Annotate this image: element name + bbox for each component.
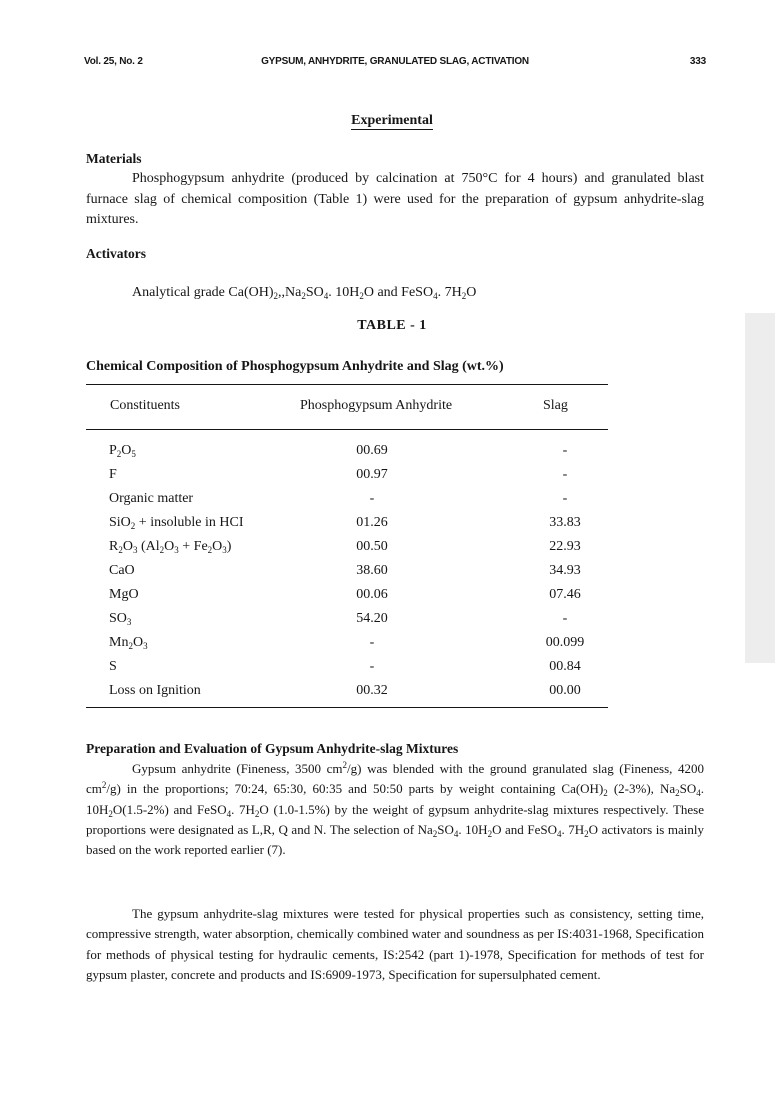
volume-issue: Vol. 25, No. 2 [84, 56, 143, 67]
slag-value: 33.83 [549, 515, 581, 530]
table-caption: Chemical Composition of Phosphogypsum Anhydrite and Slag (wt.%) [86, 359, 504, 374]
materials-heading: Materials [86, 151, 142, 166]
materials-paragraph: Phosphogypsum anhydrite (produced by calcination at 750°C for 4 hours) and granulated blast furnace slag of chemical composition (Table 1) were used for the preparation of gypsum anhydrite-slag mixtures. [86, 171, 704, 227]
phosphogypsum-value: - [369, 659, 375, 674]
table-row [0, 443, 784, 467]
phosphogypsum-value: 00.50 [356, 539, 388, 554]
constituent-name: SiO$_2$ + insoluble in HCI [109, 515, 244, 531]
phosphogypsum-value: - [369, 635, 375, 650]
table-row [0, 515, 784, 539]
column-header-phosphogypsum: Phosphogypsum Anhydrite [300, 398, 453, 413]
column-header-slag: Slag [543, 398, 568, 413]
constituent-name: CaO [109, 563, 135, 578]
preparation-paragraph: Gypsum anhydrite (Fineness, 3500 $cm^2/g$) was blended with the ground granulated slag (Fineness, 4200 $cm^2/g$) in the proportions; 70:24, 65:30, 60:35 and 50:50 parts by weight containing $Ca(OH)_2$ (2-3%), $Na_2SO_4$. $10H_2O(1.5-2\%)$ and FeSO$_4$. $7H_2O$ (1.0-1.5%) by the weight of gypsum anhydrite-slag mixtures respectively. These proportions were designated as L,R, Q and N. The selection of $Na_2SO_4$. $10H_2O$ and FeSO$_4$. $7H_2O$ activators is mainly based on the work reported earlier (7). [86, 760, 705, 858]
table-top-rule [86, 384, 608, 385]
table-row [0, 635, 784, 659]
constituent-name: $R_2O_3$ $(Al_2O_3 + Fe_2O_3)$ [109, 539, 232, 555]
constituent-name: MgO [109, 587, 139, 602]
slag-value: - [562, 467, 568, 482]
running-head [84, 56, 706, 72]
phosphogypsum-value: 38.60 [356, 563, 388, 578]
table-bottom-rule [86, 707, 608, 708]
table-header-rule [86, 429, 608, 430]
slag-value: - [562, 611, 568, 626]
phosphogypsum-value: 01.26 [356, 515, 388, 530]
constituent-name: S [109, 659, 117, 674]
section-title: Experimental [351, 113, 433, 128]
column-header-constituents: Constituents [110, 398, 181, 413]
constituent-name: $SO_3$ [109, 611, 132, 627]
table-row [0, 467, 784, 491]
phosphogypsum-value: 00.32 [356, 683, 388, 698]
phosphogypsum-value: - [369, 491, 375, 506]
constituent-name: Organic matter [109, 491, 194, 506]
slag-value: - [562, 443, 568, 458]
table-row [0, 539, 784, 563]
table-row [0, 587, 784, 611]
table-row [0, 491, 784, 515]
table-row [0, 563, 784, 587]
scan-shading [745, 313, 775, 663]
testing-paragraph: The gypsum anhydrite-slag mixtures were tested for physical properties such as consistency, setting time, compressive strength, water absorption, chemically combined water and soundness as per IS:4031-1968, Specification for methods of physical testing for hydraulic cements, IS:2542 (part 1)-1978, Specification for methods of test for gypsum plaster, concrete and products and IS:6909-1973, Specification for supersulphated cement. [86, 906, 704, 982]
table-row [0, 683, 784, 707]
preparation-heading: Preparation and Evaluation of Gypsum Anhydrite-slag Mixtures [86, 741, 459, 756]
phosphogypsum-value: 00.69 [356, 443, 388, 458]
slag-value: 00.00 [549, 683, 581, 698]
constituent-name: F [109, 467, 117, 482]
activators-text: Analytical grade $Ca(OH)_2,,Na_2SO_4$. $10H_2O$ and FeSO$_4$. $7H_2O$ [132, 285, 477, 301]
table-row [0, 659, 784, 683]
page-number: 333 [689, 56, 706, 67]
phosphogypsum-value: 00.97 [356, 467, 388, 482]
slag-value: - [562, 491, 568, 506]
phosphogypsum-value: 00.06 [356, 587, 388, 602]
phosphogypsum-value: 54.20 [356, 611, 388, 626]
constituent-name: $P_2O_5$ [109, 443, 136, 459]
table-label: TABLE - 1 [357, 318, 427, 333]
slag-value: 07.46 [549, 587, 581, 602]
running-title: GYPSUM, ANHYDRITE, GRANULATED SLAG, ACTIVATION [261, 56, 529, 67]
constituent-name: $Mn_2O_3$ [109, 635, 148, 651]
slag-value: 34.93 [549, 563, 581, 578]
table-row [0, 611, 784, 635]
constituent-name: Loss on Ignition [109, 683, 201, 698]
activators-heading: Activators [86, 246, 146, 261]
slag-value: 22.93 [549, 539, 581, 554]
slag-value: 00.84 [549, 659, 581, 674]
slag-value: 00.099 [545, 635, 585, 650]
